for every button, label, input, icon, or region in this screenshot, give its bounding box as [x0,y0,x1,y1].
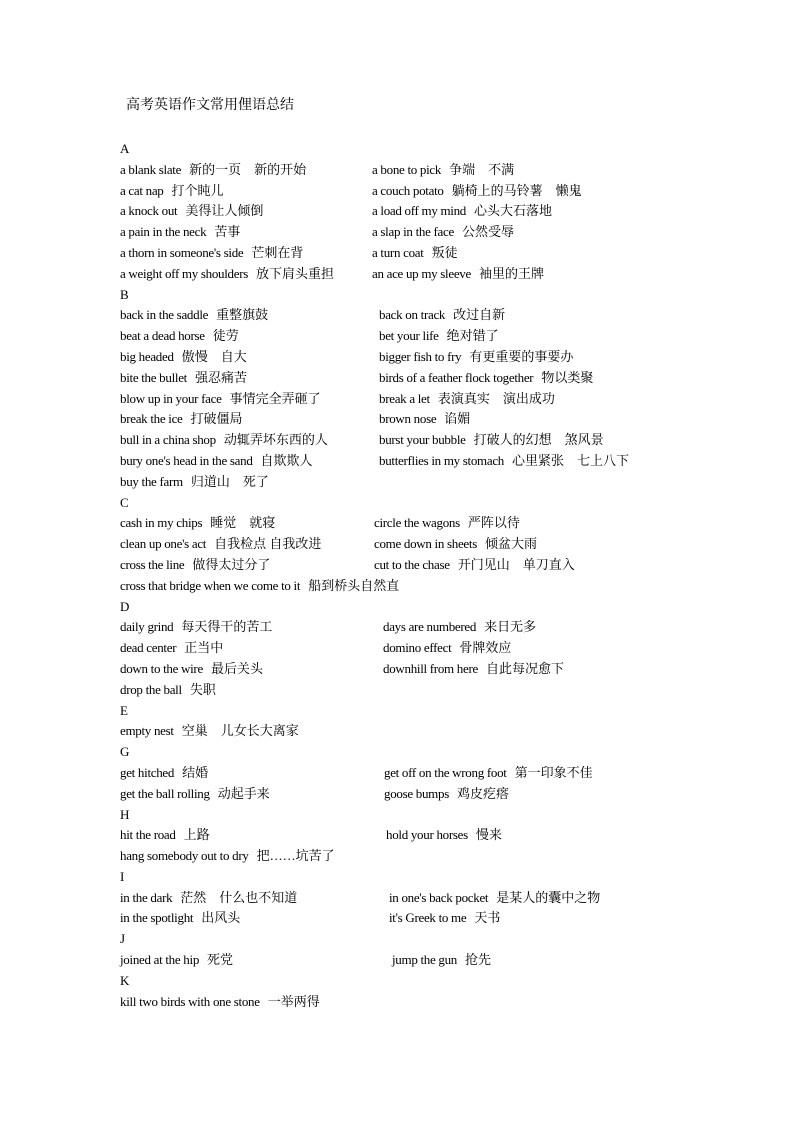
idiom-entry [372,264,544,285]
idiom-english: bite the bullet [120,369,187,385]
idiom-chinese: 自此每况愈下 [485,660,564,676]
section-letter-e [120,701,760,722]
idiom-chinese: 倾盆大雨 [484,536,537,552]
section-letter: C [120,494,129,510]
idiom-english: get the ball rolling [120,785,210,801]
idiom-entry [120,305,268,326]
idiom-english: hang somebody out to dry [120,848,249,864]
idiom-row [120,825,760,846]
section-letter-h [120,805,760,826]
idiom-entry [120,160,306,181]
section-letter-k [120,971,760,992]
section-letter-d [120,597,760,618]
idiom-chinese: 抢先 [465,952,492,968]
idiom-english: bet your life [379,328,439,344]
idiom-english: birds of a feather flock together [379,369,534,385]
idiom-entry [120,513,275,534]
idiom-chinese: 动起手来 [217,785,270,801]
idiom-english: dead center [120,640,177,656]
idiom-entry [120,825,210,846]
idiom-row [120,430,760,451]
idiom-english: jump the gun [392,952,458,968]
idiom-entry [120,908,240,929]
section-letter-c [120,493,760,514]
idiom-entry [383,638,511,659]
idiom-chinese: 结婚 [182,764,209,780]
idiom-row [120,264,760,285]
idiom-english: clean up one's act [120,536,207,552]
idiom-english: hold your horses [386,827,468,843]
idiom-row [120,243,760,264]
idiom-chinese: 表演真实 演出成功 [437,390,555,406]
idiom-chinese: 严阵以待 [467,515,520,531]
idiom-row [120,451,760,472]
idiom-list [120,139,760,1012]
idiom-chinese: 是某人的囊中之物 [496,889,601,905]
idiom-entry [120,721,299,742]
idiom-entry [379,326,499,347]
idiom-chinese: 心头大石落地 [474,203,553,219]
idiom-english: in one's back pocket [389,889,489,905]
idiom-row [120,576,760,597]
idiom-row [120,222,760,243]
idiom-row [120,617,760,638]
section-letter: G [120,744,130,760]
idiom-chinese: 改过自新 [453,307,506,323]
idiom-chinese: 一举两得 [267,993,320,1009]
idiom-entry [384,763,593,784]
idiom-entry [120,368,247,389]
idiom-entry [120,763,208,784]
idiom-chinese: 开门见山 单刀直入 [457,556,575,572]
idiom-english: brown nose [379,411,437,427]
idiom-chinese: 苦事 [214,224,241,240]
idiom-entry [120,472,269,493]
idiom-chinese: 美得让人倾倒 [185,203,264,219]
idiom-chinese: 把……坑苦了 [256,848,335,864]
idiom-chinese: 睡觉 就寝 [210,515,276,531]
idiom-english: break a let [379,390,430,406]
idiom-chinese: 茫然 什么也不知道 [180,889,298,905]
idiom-chinese: 自欺欺人 [260,452,313,468]
idiom-english: a cat nap [120,182,164,198]
idiom-chinese: 傲慢 自大 [181,348,247,364]
idiom-chinese: 自我检点 自我改进 [214,536,322,552]
idiom-english: beat a dead horse [120,328,205,344]
idiom-row [120,680,760,701]
section-letter: B [120,286,129,302]
idiom-row [120,846,760,867]
idiom-chinese: 鸡皮疙瘩 [456,785,509,801]
idiom-chinese: 打破人的幻想 煞风景 [473,432,604,448]
idiom-entry [374,555,575,576]
section-letter: J [120,931,126,947]
idiom-english: back in the saddle [120,307,209,323]
idiom-entry [120,201,263,222]
idiom-entry [372,222,514,243]
idiom-chinese: 芒刺在背 [251,244,304,260]
idiom-row [120,638,760,659]
idiom-english: blow up in your face [120,390,222,406]
idiom-english: in the spotlight [120,910,194,926]
idiom-english: empty nest [120,723,174,739]
idiom-entry [379,451,629,472]
idiom-chinese: 天书 [474,910,501,926]
idiom-entry [372,181,582,202]
section-letter-i [120,867,760,888]
section-letter-j [120,929,760,950]
section-letter: K [120,972,130,988]
idiom-english: down to the wire [120,660,203,676]
idiom-chinese: 做得太过分了 [192,556,271,572]
idiom-entry [379,347,573,368]
idiom-row [120,181,760,202]
idiom-chinese: 重整旗鼓 [216,307,269,323]
idiom-chinese: 死党 [207,952,234,968]
idiom-english: cut to the chase [374,556,450,572]
idiom-row [120,389,760,410]
idiom-chinese: 上路 [183,827,210,843]
idiom-english: cross that bridge when we come to it [120,577,301,593]
idiom-english: an ace up my sleeve [372,265,471,281]
idiom-entry [386,825,502,846]
idiom-row [120,201,760,222]
idiom-entry [392,950,491,971]
idiom-chinese: 心里紧张 七上八下 [512,452,630,468]
idiom-english: downhill from here [383,660,478,676]
idiom-english: burst your bubble [379,432,466,448]
idiom-chinese: 每天得干的苦工 [181,619,273,635]
idiom-entry [120,326,239,347]
idiom-english: bury one's head in the sand [120,452,253,468]
idiom-chinese: 最后关头 [210,660,263,676]
idiom-entry [383,617,536,638]
idiom-english: circle the wagons [374,515,460,531]
section-letter-g [120,742,760,763]
idiom-english: big headed [120,348,174,364]
idiom-english: butterflies in my stomach [379,452,505,468]
section-letter: E [120,702,128,718]
idiom-chinese: 事情完全弄砸了 [229,390,321,406]
idiom-entry [120,617,272,638]
idiom-row [120,992,760,1013]
idiom-chinese: 谄媚 [444,411,471,427]
idiom-row [120,555,760,576]
idiom-chinese: 船到桥头自然直 [308,577,400,593]
idiom-entry [383,659,564,680]
idiom-chinese: 物以类聚 [541,369,594,385]
idiom-entry [374,513,520,534]
idiom-chinese: 公然受辱 [461,224,514,240]
idiom-english: joined at the hip [120,952,200,968]
idiom-entry [379,305,505,326]
idiom-entry [120,409,243,430]
idiom-entry [120,888,297,909]
idiom-row [120,888,760,909]
idiom-chinese: 失职 [189,681,216,697]
idiom-row [120,659,760,680]
idiom-english: a slap in the face [372,224,454,240]
idiom-english: bigger fish to fry [379,348,462,364]
idiom-english: domino effect [383,640,452,656]
idiom-english: a knock out [120,203,178,219]
idiom-row [120,472,760,493]
idiom-chinese: 争端 不满 [449,161,515,177]
idiom-row [120,326,760,347]
idiom-chinese: 慢来 [475,827,502,843]
idiom-english: a thorn in someone's side [120,244,244,260]
idiom-chinese: 强忍痛苦 [194,369,247,385]
idiom-row [120,513,760,534]
idiom-english: a bone to pick [372,161,442,177]
idiom-entry [379,409,470,430]
idiom-entry [389,908,500,929]
idiom-chinese: 袖里的王牌 [478,265,544,281]
idiom-row [120,763,760,784]
idiom-english: bull in a china shop [120,432,216,448]
idiom-entry [120,992,320,1013]
idiom-chinese: 徒劳 [212,328,239,344]
idiom-chinese: 打破僵局 [190,411,243,427]
idiom-entry [120,451,313,472]
idiom-entry [120,659,263,680]
idiom-english: a weight off my shoulders [120,265,249,281]
idiom-chinese: 动辄弄坏东西的人 [223,432,328,448]
idiom-chinese: 来日无多 [484,619,537,635]
idiom-entry [120,638,223,659]
idiom-row [120,160,760,181]
idiom-english: kill two birds with one stone [120,993,260,1009]
idiom-row [120,784,760,805]
idiom-english: a pain in the neck [120,224,207,240]
page-title: 高考英语作文常用俚语总结 [126,98,294,113]
idiom-english: a load off my mind [372,203,467,219]
idiom-english: it's Greek to me [389,910,467,926]
section-letter: A [120,141,130,156]
idiom-english: buy the farm [120,473,183,489]
idiom-entry [120,430,328,451]
idiom-entry [379,389,555,410]
idiom-entry [374,534,537,555]
idiom-entry [120,576,399,597]
idiom-row [120,950,760,971]
idiom-entry [120,243,303,264]
idiom-entry [120,846,335,867]
section-letter-b [120,285,760,306]
idiom-english: goose bumps [384,785,449,801]
idiom-row [120,368,760,389]
idiom-chinese: 放下肩头重担 [256,265,335,281]
idiom-chinese: 有更重要的事要办 [469,348,574,364]
idiom-english: come down in sheets [374,536,477,552]
idiom-entry [379,368,593,389]
idiom-chinese: 叛徒 [431,244,458,260]
idiom-chinese: 归道山 死了 [190,473,269,489]
idiom-entry [120,264,334,285]
idiom-english: break the ice [120,411,183,427]
idiom-chinese: 出风头 [201,910,241,926]
idiom-english: daily grind [120,619,174,635]
idiom-entry [372,243,458,264]
idiom-entry [372,160,514,181]
idiom-entry [120,534,321,555]
idiom-english: get hitched [120,764,175,780]
idiom-entry [384,784,509,805]
idiom-english: cross the line [120,556,185,572]
idiom-english: cash in my chips [120,515,203,531]
idiom-entry [120,389,321,410]
idiom-row [120,347,760,368]
idiom-english: get off on the wrong foot [384,764,507,780]
idiom-english: a couch potato [372,182,444,198]
idiom-entry [120,347,247,368]
section-letter-a [120,139,760,160]
idiom-english: drop the ball [120,681,182,697]
idiom-entry [120,950,233,971]
idiom-english: days are numbered [383,619,477,635]
idiom-row [120,721,760,742]
idiom-row [120,534,760,555]
idiom-entry [120,680,216,701]
idiom-entry [120,555,270,576]
idiom-english: hit the road [120,827,176,843]
idiom-english: a turn coat [372,244,424,260]
idiom-row [120,305,760,326]
idiom-entry [389,888,600,909]
idiom-entry [120,222,240,243]
section-letter: D [120,598,130,614]
idiom-chinese: 绝对错了 [446,328,499,344]
idiom-chinese: 第一印象不佳 [514,764,593,780]
idiom-chinese: 新的一页 新的开始 [189,161,307,177]
idiom-entry [379,430,604,451]
idiom-english: a blank slate [120,161,182,177]
idiom-english: in the dark [120,889,173,905]
idiom-chinese: 空巢 儿女长大离家 [181,723,299,739]
idiom-chinese: 正当中 [184,640,224,656]
idiom-chinese: 骨牌效应 [459,640,512,656]
idiom-row [120,409,760,430]
section-letter: H [120,806,130,822]
idiom-chinese: 打个盹儿 [171,182,224,198]
idiom-english: back on track [379,307,446,323]
idiom-entry [120,181,224,202]
idiom-entry [120,784,270,805]
idiom-row [120,908,760,929]
idiom-entry [372,201,552,222]
idiom-chinese: 躺椅上的马铃薯 懒鬼 [451,182,582,198]
section-letter: I [120,868,125,884]
